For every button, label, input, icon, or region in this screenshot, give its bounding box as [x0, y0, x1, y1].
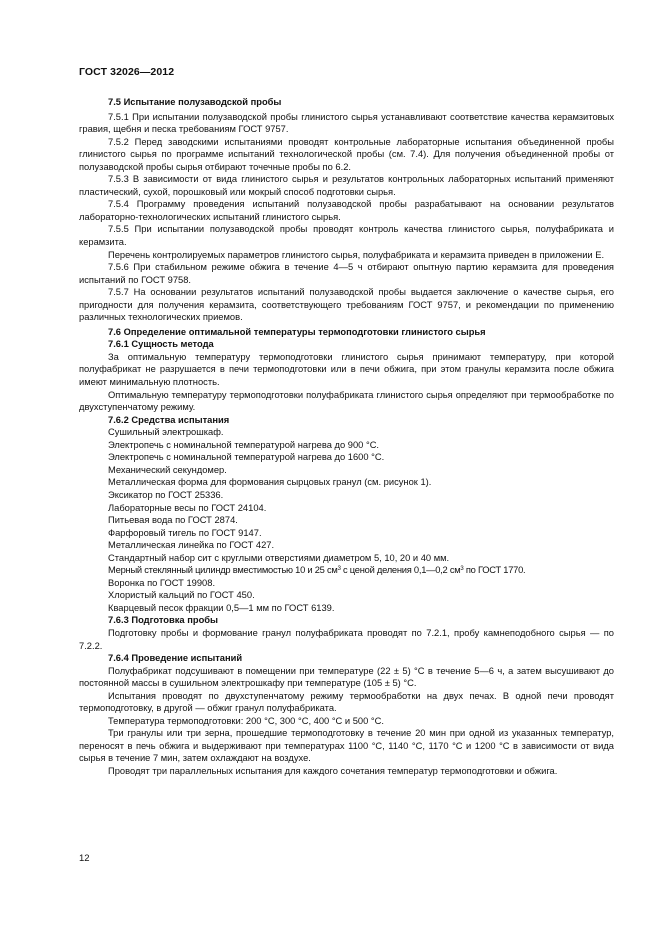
- equipment-item: Лабораторные весы по ГОСТ 24104.: [108, 502, 267, 513]
- equipment-item: Хлористый кальций по ГОСТ 450.: [108, 590, 255, 601]
- cylinder-sup-1: 3: [337, 566, 341, 573]
- paragraph-7-6-4-d: Три гранулы или три зерна, прошедшие термоподготовку в течение 20 мин при одной из указанных температур, переносят в печь обжига и выдерживают при температурах 1100 °С, 1140 °С, 1170 °С и 1200 °С в зависимости от вида сырья в течение 7 мин, затем охлаждают на воздухе.: [79, 728, 614, 764]
- paragraph-7-5-7: 7.5.7 На основании результатов испытаний полузаводской пробы выдается заключение о качестве сырья, его пригодности для получения керамзита, соответствующего требованиям ГОСТ 9757, и рекомендации по применению различных технологических приемов.: [79, 287, 614, 323]
- paragraph-7-5-4: 7.5.4 Программу проведения испытаний полузаводской пробы разрабатывают на основании результатов лабораторно-технологических испытаний глинистого сырья.: [79, 199, 614, 222]
- paragraph-7-5-3: 7.5.3 В зависимости от вида глинистого сырья и результатов контрольных лабораторных испытаний применяют пластический, сухой, порошковый или мокрый способ подготовки сырья.: [79, 174, 614, 197]
- equipment-item: Воронка по ГОСТ 19908.: [108, 577, 216, 588]
- equipment-item: Электропечь с номинальной температурой нагрева до 1600 °С.: [108, 452, 385, 463]
- equipment-item: Металлическая форма для формования сырцовых гранул (см. рисунок 1).: [108, 477, 432, 488]
- paragraph-7-5-2: 7.5.2 Перед заводскими испытаниями проводят контрольные лабораторные испытания объединенной пробы глинистого сырья по программе испытаний технологической пробы (см. 7.4). Для получения объединенной пробы от полузаводской пробы сырья отбирают точечные пробы по 6.2.: [79, 136, 614, 172]
- paragraph-7-6-4-c: Температура термоподготовки: 200 °С, 300 °С, 400 °С и 500 °С.: [108, 715, 384, 726]
- section-heading-7-5: 7.5 Испытание полузаводской пробы: [108, 97, 282, 107]
- equipment-item: Питьевая вода по ГОСТ 2874.: [108, 515, 238, 526]
- paragraph-7-5-1: 7.5.1 При испытании полузаводской пробы глинистого сырья устанавливают соответствие качества керамзитовых гравия, щебня и песка требованиям ГОСТ 9757.: [79, 111, 614, 135]
- cylinder-text-c: по ГОСТ 1770.: [463, 565, 526, 576]
- paragraph-7-6-1-a: За оптимальную температуру термоподготовки глинистого сырья принимают температуру, при которой полуфабрикат не разрушается в печи термоподготовки или в печи обжига, при этом гранулы керамзита после обжига имеют минимальную плотность.: [79, 351, 614, 388]
- equipment-item: Стандартный набор сит с круглыми отверстиями диаметром 5, 10, 20 и 40 мм.: [108, 552, 450, 563]
- subheading-7-6-2: 7.6.2 Средства испытания: [108, 414, 230, 425]
- equipment-item: Механический секундомер.: [108, 464, 227, 475]
- cylinder-sup-2: 3: [460, 566, 464, 573]
- equipment-item: Эксикатор по ГОСТ 25336.: [108, 489, 224, 500]
- page-number: 12: [79, 853, 90, 864]
- paragraph-7-6-4-a: Полуфабрикат подсушивают в помещении при температуре (22 ± 5) °С в течение 5—6 ч, а затем высушивают до постоянной массы в сушильном электрошкафу при температуре (105 ± 5) °С.: [79, 665, 614, 689]
- equipment-item: Электропечь с номинальной температурой нагрева до 900 °С.: [108, 439, 380, 450]
- document-header: ГОСТ 32026—2012: [79, 66, 175, 78]
- section-heading-7-6: 7.6 Определение оптимальной температуры термоподготовки глинистого сырья: [108, 326, 486, 337]
- paragraph-7-6-3: Подготовку пробы и формование гранул полуфабриката проводят по 7.2.1, пробу камнеподобного сырья — по 7.2.2.: [79, 627, 614, 651]
- subheading-7-6-4: 7.6.4 Проведение испытаний: [108, 653, 243, 664]
- paragraph-7-5-6: 7.5.6 При стабильном режиме обжига в течение 4—5 ч отбирают опытную партию керамзита для проведения испытаний по ГОСТ 9758.: [79, 262, 614, 285]
- cylinder-text-b: с ценой деления 0,1—0,2 см: [340, 565, 461, 576]
- cylinder-text-a: Мерный стеклянный цилиндр вместимостью 10 и 25 см: [108, 565, 338, 576]
- paragraph-7-5-5-list: Перечень контролируемых параметров глинистого сырья, полуфабриката и керамзита приведен в приложении Е.: [108, 249, 605, 260]
- paragraph-7-6-4-e: Проводят три параллельных испытания для каждого сочетания температур термоподготовки и обжига.: [108, 765, 558, 776]
- equipment-item: Сушильный электрошкаф.: [108, 427, 224, 438]
- paragraph-7-6-1-b: Оптимальную температуру термоподготовки полуфабриката глинистого сырья определяют при термообработке по двухступенчатому режиму.: [79, 389, 614, 413]
- paragraph-7-6-4-b: Испытания проводят по двухступенчатому режиму термообработки на двух печах. В одной печи проводят термоподготовку, в другой — обжиг гранул полуфабриката.: [79, 690, 614, 714]
- subheading-7-6-3: 7.6.3 Подготовка пробы: [108, 615, 219, 626]
- document-body: [79, 96, 614, 778]
- equipment-item: Фарфоровый тигель по ГОСТ 9147.: [108, 527, 262, 538]
- subheading-7-6-1: 7.6.1 Сущность метода: [108, 339, 214, 350]
- equipment-item: Кварцевый песок фракции 0,5—1 мм по ГОСТ 6139.: [108, 602, 335, 613]
- paragraph-7-5-5: 7.5.5 При испытании полузаводской пробы проводят контроль качества глинистого сырья, полуфабриката и керамзита.: [79, 224, 614, 248]
- equipment-item-cylinder: [79, 564, 614, 577]
- equipment-item: Металлическая линейка по ГОСТ 427.: [108, 540, 275, 551]
